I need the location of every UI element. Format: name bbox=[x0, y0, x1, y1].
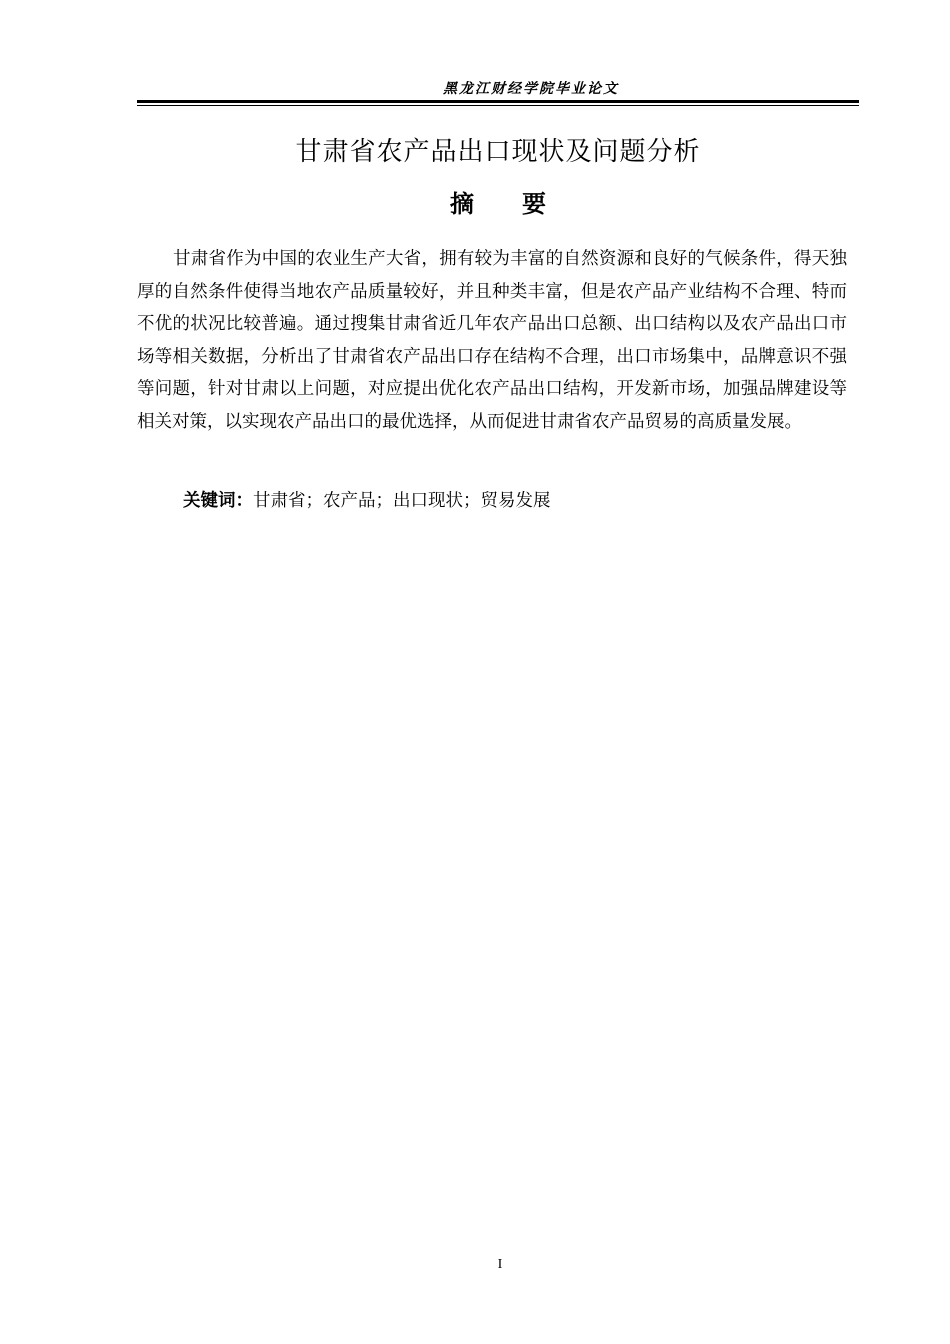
running-header: 黑龙江财经学院毕业论文 bbox=[443, 81, 619, 97]
paper-title: 甘肃省农产品出口现状及问题分析 bbox=[295, 137, 701, 167]
keywords-line bbox=[183, 486, 843, 516]
keywords-label: 关键词： bbox=[183, 491, 253, 511]
page-number: I bbox=[497, 1257, 503, 1272]
header-rule-thin bbox=[137, 105, 859, 106]
abstract-body: 甘肃省作为中国的农业生产大省，拥有较为丰富的自然资源和良好的气候条件，得天独厚的自然条件使得当地农产品质量较好，并且种类丰富，但是农产品产业结构不合理、特而不优的状况比较普遍。通过搜集甘肃省近几年农产品出口总额、出口结构以及农产品出口市场等相关数据，分析出了甘肃省农产品出口存在结构不合理，出口市场集中，品牌意识不强等问题，针对甘肃以上问题，对应提出优化农产品出口结构，开发新市场，加强品牌建设等相关对策，以实现农产品出口的最优选择，从而促进甘肃省农产品贸易的高质量发展。 bbox=[137, 249, 847, 432]
abstract-heading: 摘要 bbox=[450, 190, 594, 218]
keywords-value: 甘肃省；农产品；出口现状；贸易发展 bbox=[253, 491, 551, 511]
header-rule-thick bbox=[137, 100, 859, 103]
